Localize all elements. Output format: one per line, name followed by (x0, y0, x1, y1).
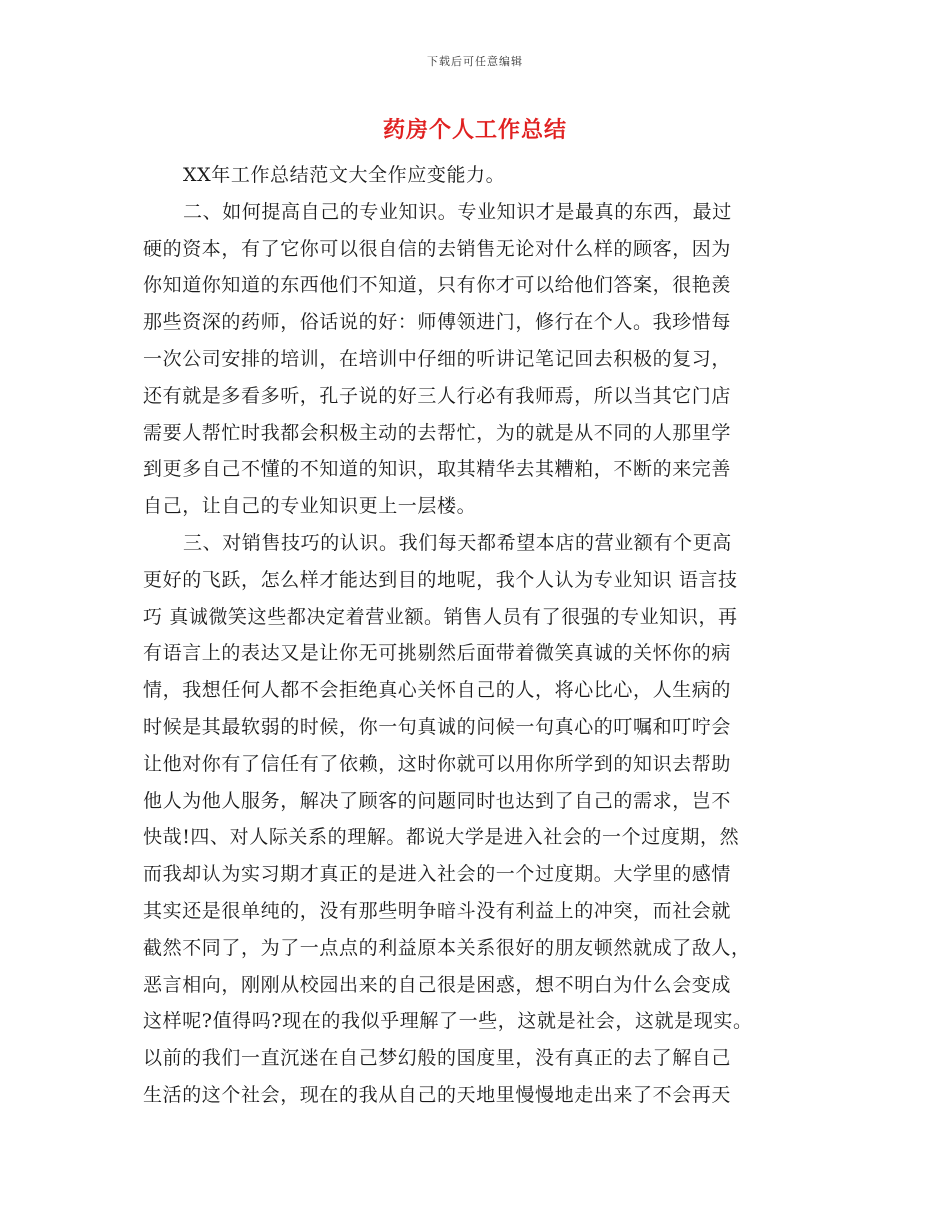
text-line: 这样呢?值得吗?现在的我似乎理解了一些，这就是社会，这就是现实。 (143, 1010, 753, 1033)
text-line: 他人为他人服务，解决了顾客的问题同时也达到了自己的需求，岂不 (143, 789, 732, 812)
text-line: XX年工作总结范文大全作应变能力。 (183, 164, 506, 186)
text-line: 有语言上的表达又是让你无可挑剔然后面带着微笑真诚的关怀你的病 (143, 642, 732, 665)
text-line: 快哉!四、对人际关系的理解。都说大学是进入社会的一个过度期，然 (143, 826, 740, 849)
text-line: 其实还是很单纯的，没有那些明争暗斗没有利益上的冲突，而社会就 (143, 899, 732, 922)
text-line: 截然不同了，为了一点点的利益原本关系很好的朋友顿然就成了敌人， (143, 936, 751, 959)
header-note: 下载后可任意编辑 (427, 55, 523, 68)
text-line: 而我却认为实习期才真正的是进入社会的一个过度期。大学里的感情 (143, 863, 732, 886)
text-line: 生活的这个社会，现在的我从自己的天地里慢慢地走出来了不会再天 (143, 1083, 732, 1106)
text-line: 三、对销售技巧的认识。我们每天都希望本店的营业额有个更高 (183, 531, 732, 554)
text-line: 更好的飞跃，怎么样才能达到目的地呢，我个人认为专业知识 语言技 (143, 568, 738, 591)
text-line: 到更多自己不懂的不知道的知识，取其精华去其糟粕，不断的来完善 (143, 458, 732, 481)
text-line: 恶言相向，刚刚从校园出来的自己很是困惑，想不明白为什么会变成 (143, 973, 732, 996)
text-line: 还有就是多看多听，孔子说的好三人行必有我师焉，所以当其它门店 (143, 384, 732, 407)
text-line: 自己，让自己的专业知识更上一层楼。 (143, 495, 477, 518)
text-line: 二、如何提高自己的专业知识。专业知识才是最真的东西，最过 (183, 200, 732, 223)
text-line: 让他对你有了信任有了依赖，这时你就可以用你所学到的知识去帮助 (143, 752, 732, 775)
text-line: 以前的我们一直沉迷在自己梦幻般的国度里，没有真正的去了解自己 (143, 1047, 732, 1070)
text-line: 时候是其最软弱的时候，你一句真诚的问候一句真心的叮嘱和叮咛会 (143, 715, 732, 738)
text-line: 巧 真诚微笑这些都决定着营业额。销售人员有了很强的专业知识，再 (143, 605, 738, 628)
document-title: 药房个人工作总结 (382, 118, 567, 143)
text-line: 你知道你知道的东西他们不知道，只有你才可以给他们答案，很艳羡 (143, 274, 732, 297)
text-line: 一次公司安排的培训，在培训中仔细的听讲记笔记回去积极的复习， (143, 347, 732, 370)
text-line: 硬的资本，有了它你可以很自信的去销售无论对什么样的顾客，因为 (143, 237, 732, 260)
text-line: 那些资深的药师，俗话说的好：师傅领进门，修行在个人。我珍惜每 (143, 311, 732, 334)
text-line: 情，我想任何人都不会拒绝真心关怀自己的人，将心比心，人生病的 (143, 679, 732, 702)
text-line: 需要人帮忙时我都会积极主动的去帮忙，为的就是从不同的人那里学 (143, 421, 732, 444)
body-text (143, 157, 808, 1114)
